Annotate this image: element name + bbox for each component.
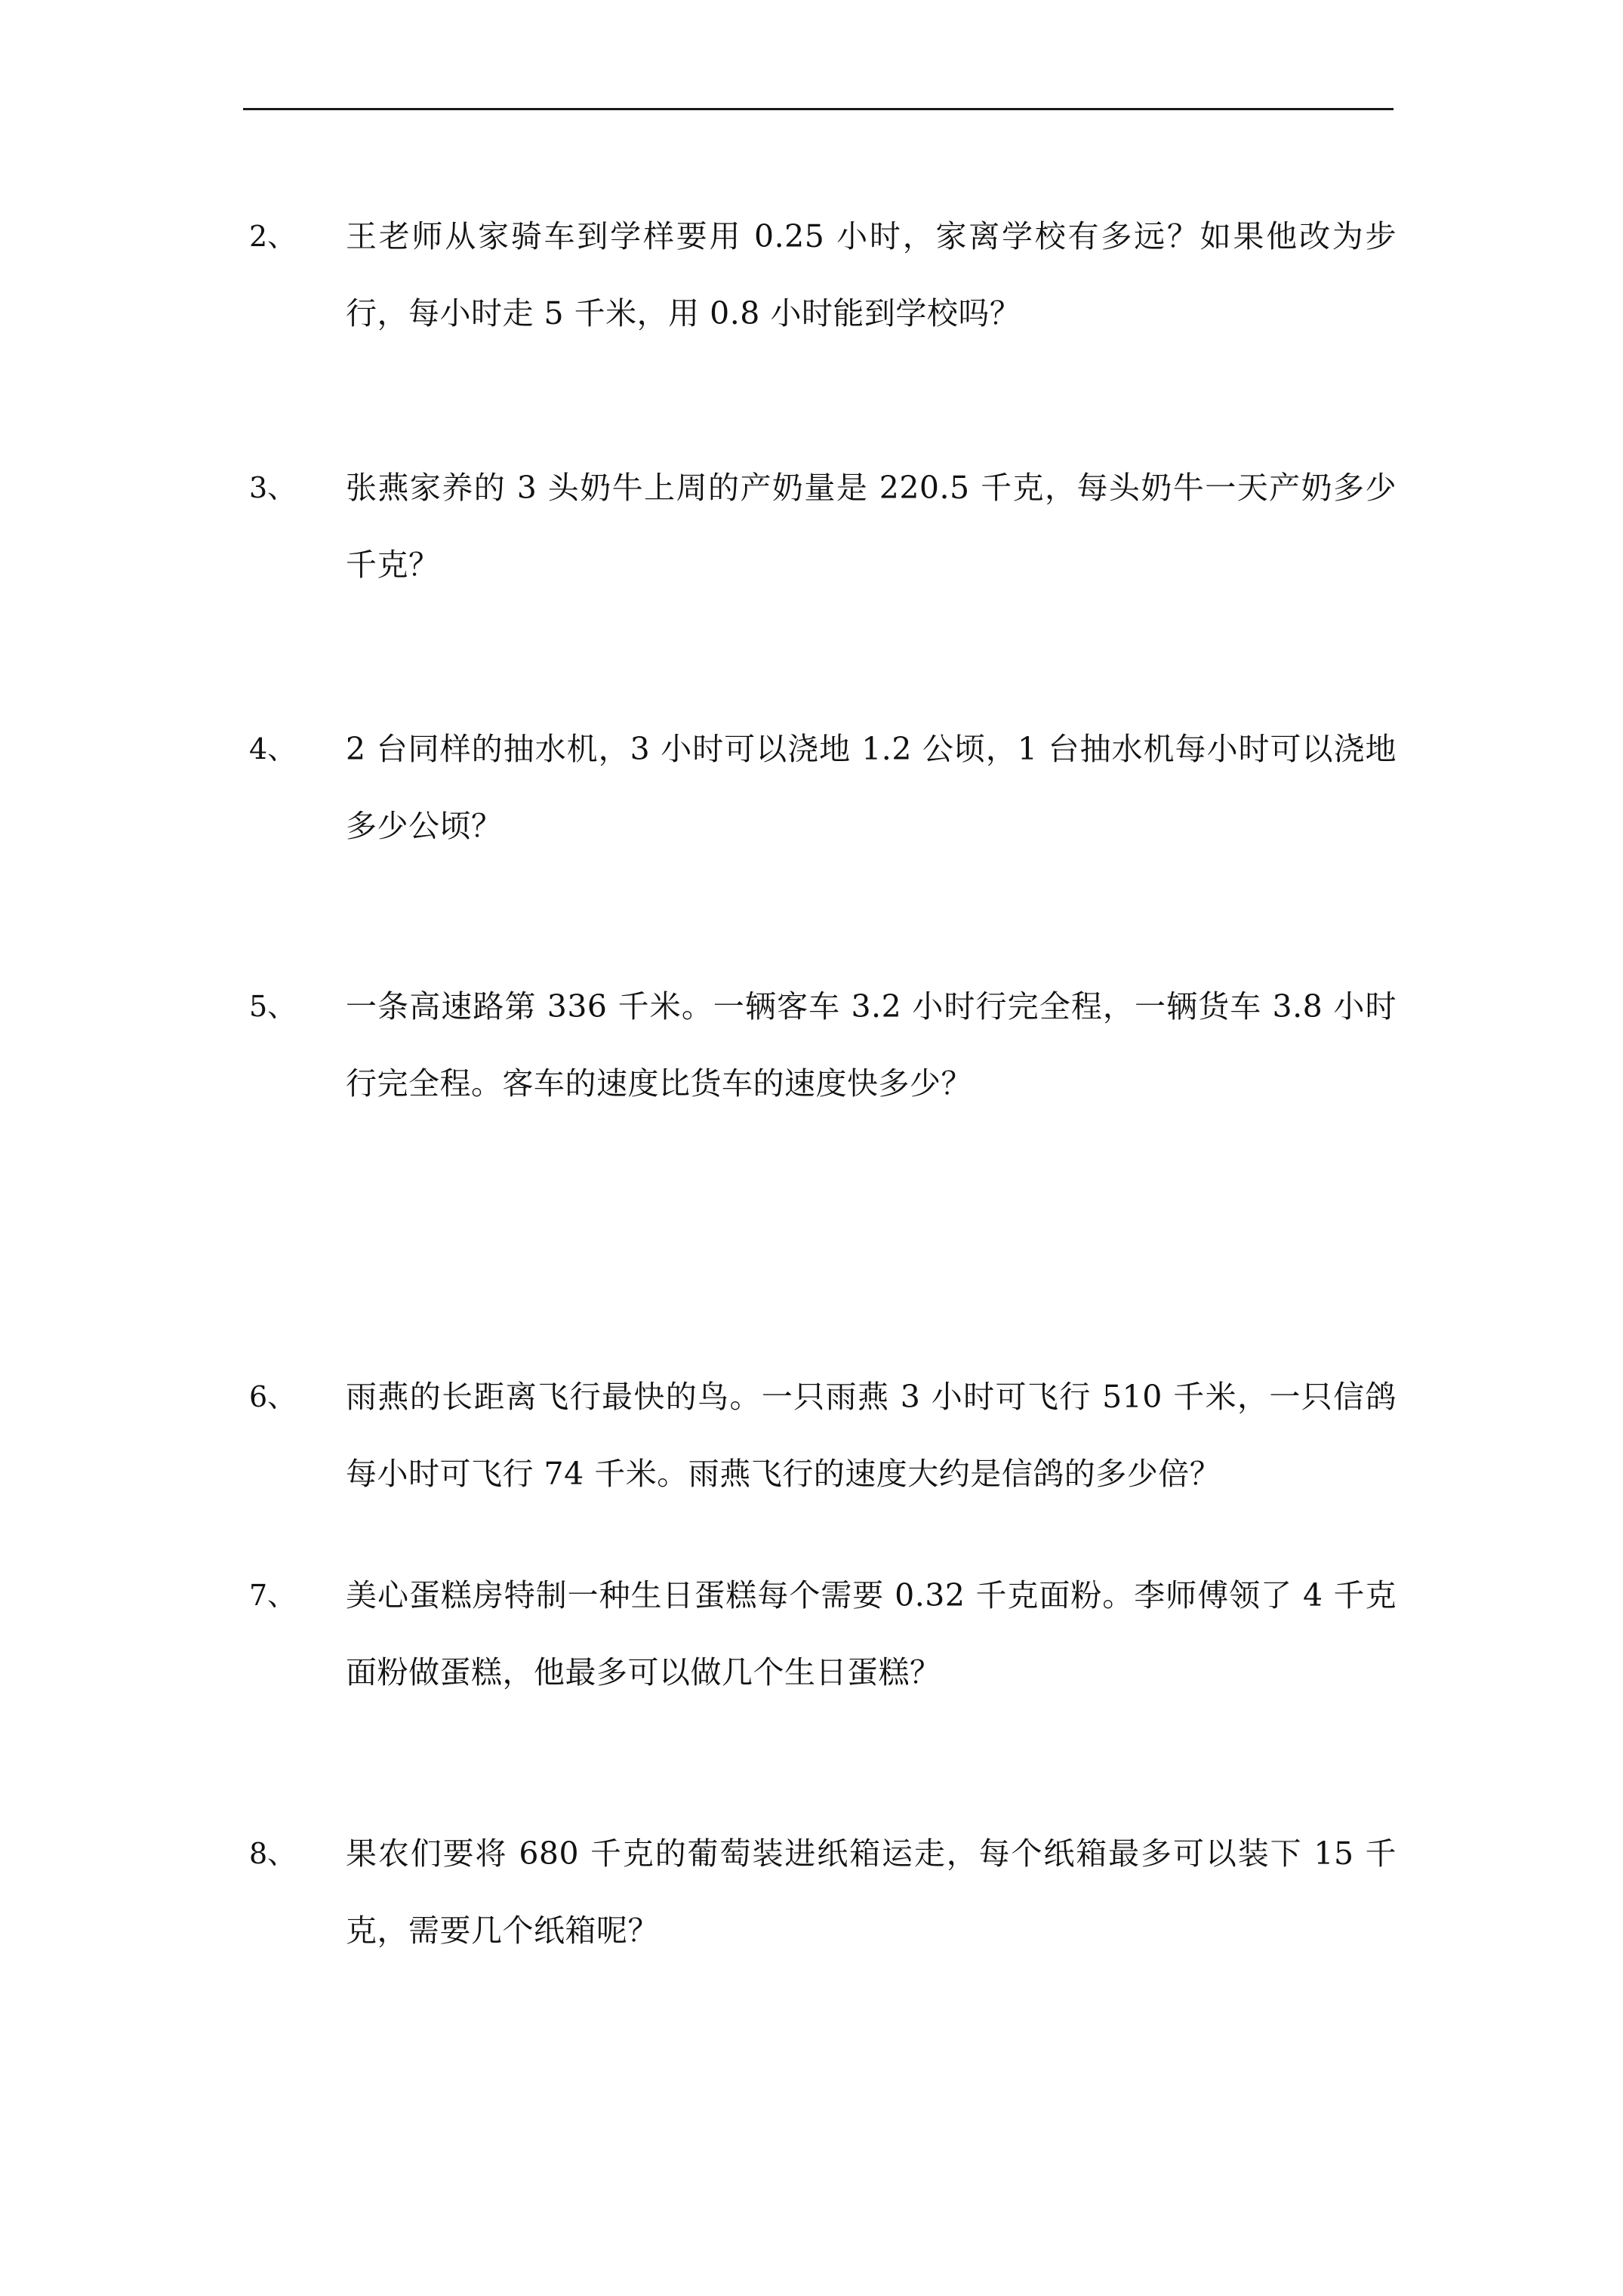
problem-text: 雨燕的长距离飞行最快的鸟。一只雨燕 3 小时可飞行 510 千米，一只信鸽每小时可飞行 74 千米。雨燕飞行的速度大约是信鸽的多少倍？ <box>346 1379 1397 1492</box>
problem-text: 张燕家养的 3 头奶牛上周的产奶量是 220.5 千克，每头奶牛一天产奶多少千克？ <box>346 470 1397 583</box>
problem-number: 2、 <box>249 220 297 253</box>
problem-text: 王老师从家骑车到学样要用 0.25 小时，家离学校有多远？如果他改为步行，每小时走 5 千米，用 0.8 小时能到学校吗？ <box>346 218 1397 331</box>
problem-text: 2 台同样的抽水机，3 小时可以浇地 1.2 公顷，1 台抽水机每小时可以浇地多少公顷？ <box>346 731 1397 844</box>
problem-number: 3、 <box>249 471 297 504</box>
problem-number: 7、 <box>249 1579 297 1612</box>
problem-text: 美心蛋糕房特制一种生日蛋糕每个需要 0.32 千克面粉。李师傅领了 4 千克面粉做蛋糕，他最多可以做几个生日蛋糕？ <box>346 1577 1397 1690</box>
problem-number: 4、 <box>249 732 297 766</box>
problem-number: 6、 <box>249 1380 297 1413</box>
problem-text: 一条高速路第 336 千米。一辆客车 3.2 小时行完全程，一辆货车 3.8 小时行完全程。客车的速度比货车的速度快多少？ <box>346 988 1397 1102</box>
problem-text: 果农们要将 680 千克的葡萄装进纸箱运走，每个纸箱最多可以装下 15 千克，需要几个纸箱呢？ <box>346 1835 1397 1949</box>
problem-number: 5、 <box>249 990 297 1023</box>
problem-number: 8、 <box>249 1837 297 1870</box>
header-rule <box>243 108 1394 110</box>
